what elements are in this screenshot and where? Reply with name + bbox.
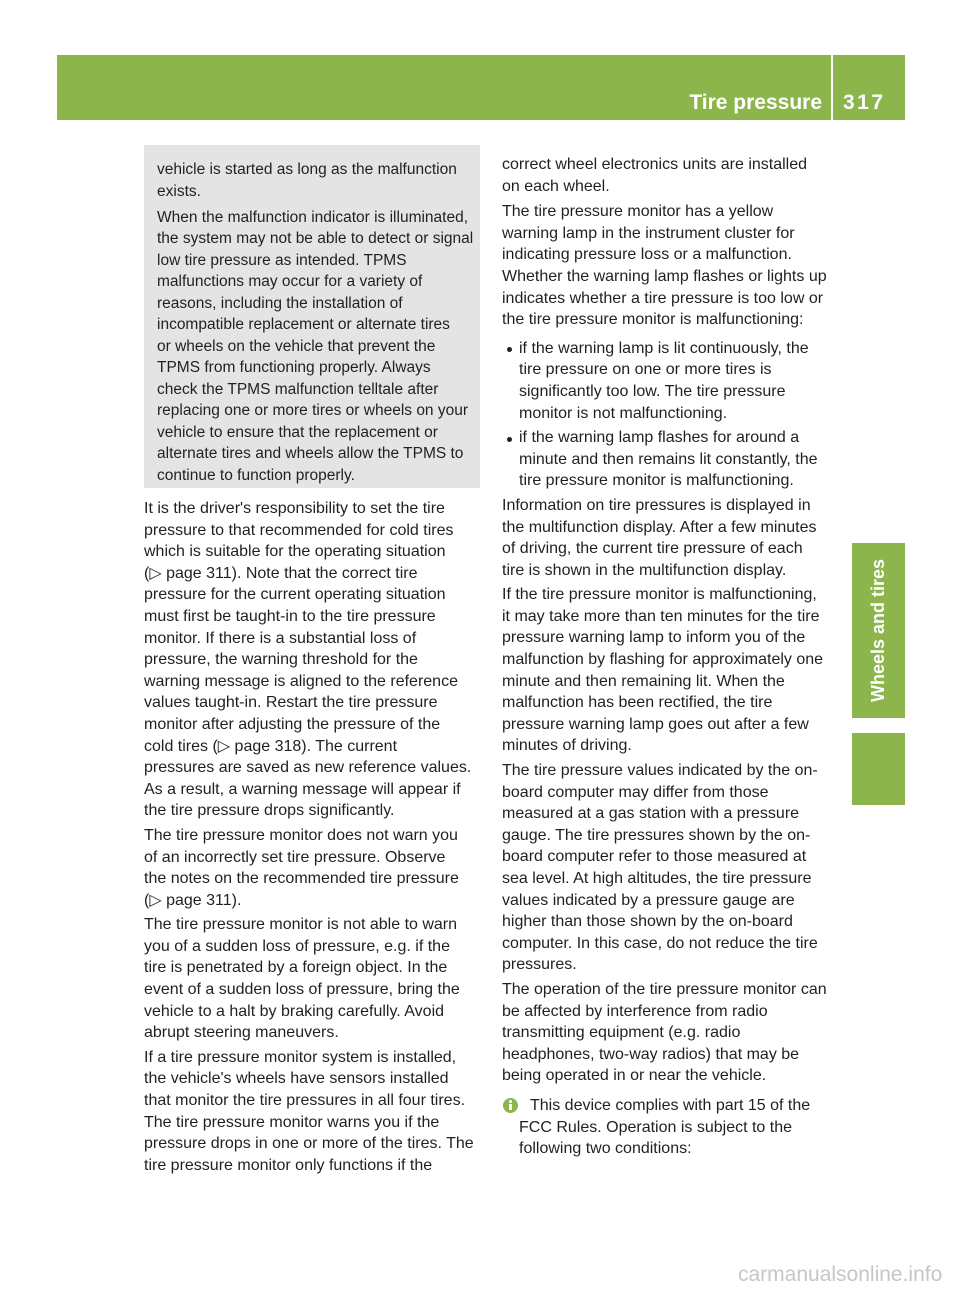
text-line: if the warning lamp flashes for around a	[519, 429, 800, 447]
text-line: warning lamp in the instrument cluster for	[502, 224, 795, 242]
text-line: cold tires (▷ page 318). The current	[144, 737, 398, 755]
right-column	[502, 154, 842, 1160]
text-line: TPMS from functioning properly. Always	[157, 359, 431, 376]
text-line: indicates whether a tire pressure is too low or	[502, 289, 824, 307]
text-line: be affected by interference from radio	[502, 1002, 768, 1020]
note-paragraph	[157, 207, 474, 487]
text-line: This device complies with part 15 of the	[530, 1096, 811, 1114]
info-icon-dot	[509, 1100, 512, 1103]
text-line: tire pressure on one or more tires is	[519, 361, 772, 379]
text-line: the tire pressure drops significantly.	[144, 802, 395, 820]
text-line: pressure for the current operating situation	[144, 586, 446, 604]
text-line: values taught-in. Restart the tire pressure	[144, 694, 438, 712]
text-line: Information on tire pressures is displayed in	[502, 496, 811, 514]
info-icon	[503, 1098, 518, 1113]
text-line: The tire pressure monitor does not warn you	[144, 826, 458, 844]
text-line: pressure, the warning threshold for the	[144, 651, 418, 669]
text-line: values indicated by a pressure gauge are	[502, 891, 795, 909]
page-header	[57, 55, 905, 120]
text-line: being operated in or near the vehicle.	[502, 1067, 767, 1085]
text-line: which is suitable for the operating situation	[144, 543, 446, 561]
text-line: computer. In this case, do not reduce the tire	[502, 934, 818, 952]
text-line: you of a sudden loss of pressure, e.g. if the	[144, 937, 450, 955]
text-line: event of a sudden loss of pressure, bring the	[144, 981, 460, 999]
text-line: tire is penetrated by a foreign object. In the	[144, 959, 448, 977]
text-line: pressures.	[502, 956, 577, 974]
text-line: tire is shown in the multifunction display.	[502, 561, 787, 579]
text-line: continue to function properly.	[157, 466, 355, 484]
text-line: pressures are saved as new reference values.	[144, 759, 472, 777]
paragraph	[502, 495, 842, 581]
text-line: (▷ page 311).	[144, 891, 242, 909]
text-line: transmitting equipment (e.g. radio	[502, 1024, 741, 1042]
text-line: If the tire pressure monitor is malfunctioning,	[502, 586, 817, 604]
text-line: pressure warning lamp goes out after a few	[502, 715, 809, 733]
text-line: The operation of the tire pressure monitor can	[502, 980, 827, 998]
paragraph	[502, 760, 842, 976]
watermark: carmanualsonline.info	[738, 1263, 943, 1286]
text-line: correct wheel electronics units are installed	[502, 156, 808, 173]
bullet-item	[502, 427, 842, 492]
text-line: the multifunction display. After a few minutes	[502, 518, 817, 536]
text-line: abrupt steering maneuvers.	[144, 1024, 339, 1042]
left-column	[144, 145, 480, 1176]
text-line: reasons, including the installation of	[157, 294, 403, 312]
text-line: tire pressure monitor only functions if the	[144, 1156, 433, 1174]
text-line: or wheels on the vehicle that prevent the	[157, 337, 436, 355]
text-line: When the malfunction indicator is illuminated,	[157, 208, 469, 226]
text-line: The tire pressure monitor is not able to warn	[144, 916, 458, 934]
text-line: significantly too low. The tire pressure	[519, 382, 786, 400]
text-line: of driving, the current tire pressure of each	[502, 540, 803, 558]
bullet-icon	[507, 437, 512, 442]
text-line: vehicle to ensure that the replacement or	[157, 423, 438, 441]
text-line: board computer refer to those measured at	[502, 848, 807, 866]
text-line: vehicle to a halt by braking carefully. Avoid	[144, 1002, 445, 1020]
text-line: minutes of driving.	[502, 737, 632, 755]
text-line: gauge. The tire pressures shown by the on-	[502, 826, 811, 844]
text-line: measured at a gas station with a pressure	[502, 805, 800, 823]
chapter-tab	[852, 543, 905, 718]
text-line: following two conditions:	[519, 1140, 692, 1158]
text-line: must first be taught-in to the tire pressure	[144, 607, 436, 625]
text-line: sea level. At high altitudes, the tire pressure	[502, 870, 812, 887]
text-line: higher than those shown by the on-board	[502, 913, 793, 931]
text-line: of an incorrectly set tire pressure. Observe	[144, 848, 446, 866]
left-body-text	[144, 498, 480, 1176]
text-line: (▷ page 311). Note that the correct tire	[144, 564, 418, 582]
text-line: It is the driver's responsibility to set the tire	[144, 500, 445, 517]
chapter-marker	[852, 733, 905, 805]
text-line: on each wheel.	[502, 177, 610, 195]
text-line: check the TPMS malfunction telltale after	[157, 380, 439, 398]
text-line: incompatible replacement or alternate tires	[157, 316, 450, 333]
text-line: malfunctions may occur for a variety of	[157, 273, 423, 290]
bullet-icon	[507, 347, 512, 352]
info-note-text	[519, 1095, 842, 1160]
text-line: if the warning lamp is lit continuously, the	[519, 339, 809, 357]
text-line: exists.	[157, 182, 201, 200]
info-note	[502, 1095, 842, 1160]
paragraph	[144, 825, 480, 911]
text-line: As a result, a warning message will appear if	[144, 780, 461, 798]
text-line: pressure drops in one or more of the tires. The	[144, 1135, 474, 1153]
text-line: the notes on the recommended tire pressure	[144, 870, 459, 888]
paragraph	[502, 584, 842, 757]
text-line: it may take more than ten minutes for the tire	[502, 607, 820, 625]
bullet-text	[519, 427, 842, 492]
page-number: 317	[843, 91, 886, 114]
note-paragraph	[157, 159, 474, 202]
text-line: the system may not be able to detect or signal	[157, 230, 474, 247]
paragraph	[144, 914, 480, 1044]
text-line: warning message is aligned to the reference	[144, 672, 458, 690]
paragraph	[502, 979, 842, 1087]
text-line: monitor after adjusting the pressure of the	[144, 715, 441, 733]
header-divider	[831, 55, 833, 120]
text-line: FCC Rules. Operation is subject to the	[519, 1118, 793, 1136]
paragraph	[502, 201, 842, 331]
text-line: tire pressure monitor is malfunctioning.	[519, 472, 794, 490]
text-line: If a tire pressure monitor system is installed,	[144, 1048, 457, 1066]
text-line: alternate tires and wheels allow the TPMS to	[157, 445, 464, 462]
text-line: headphones, two-way radios) that may be	[502, 1045, 800, 1063]
text-line: malfunction has been rectified, the tire	[502, 694, 773, 712]
text-line: board computer may differ from those	[502, 783, 769, 801]
text-line: Whether the warning lamp flashes or lights up	[502, 267, 827, 285]
text-line: indicating pressure loss or a malfunction.	[502, 246, 792, 264]
text-line: The tire pressure monitor has a yellow	[502, 203, 774, 221]
paragraph	[144, 498, 480, 822]
bullet-item	[502, 338, 842, 424]
text-line: monitor is not malfunctioning.	[519, 404, 728, 422]
bullet-text	[519, 338, 842, 424]
text-line: that monitor the tire pressures in all four tires.	[144, 1092, 466, 1110]
text-line: pressure warning lamp to inform you of the	[502, 629, 806, 647]
text-line: minute and then remains lit constantly, the	[519, 450, 818, 468]
text-line: minute and then remaining lit. When the	[502, 672, 785, 690]
warning-note-box	[144, 145, 480, 488]
text-line: The tire pressure values indicated by the on-	[502, 762, 818, 780]
text-line: the vehicle's wheels have sensors installed	[144, 1070, 449, 1088]
section-title: Tire pressure	[689, 91, 822, 114]
paragraph	[144, 1047, 480, 1177]
text-line: malfunction by flashing for approximately one	[502, 651, 824, 669]
text-line: the tire pressure monitor is malfunctioning:	[502, 311, 804, 329]
text-line: low tire pressure as intended. TPMS	[157, 251, 407, 269]
text-line: replacing one or more tires or wheels on your	[157, 402, 469, 419]
text-line: monitor. If there is a substantial loss of	[144, 629, 417, 647]
text-line: vehicle is started as long as the malfunction	[157, 161, 457, 178]
paragraph	[502, 154, 842, 197]
chapter-tab-label: Wheels and tires	[868, 558, 888, 703]
text-line: pressure to that recommended for cold tires	[144, 521, 454, 539]
text-line: The tire pressure monitor warns you if the	[144, 1113, 440, 1131]
info-icon-stem	[509, 1104, 512, 1110]
